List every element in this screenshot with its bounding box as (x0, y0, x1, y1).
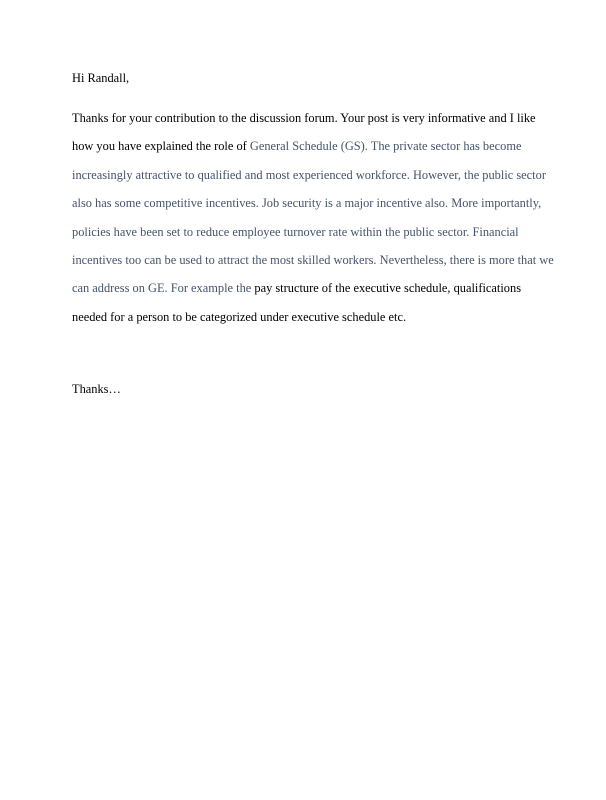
greeting: Hi Randall, (72, 71, 130, 85)
text-segment: General Schedule (GS). The private sector has become (249, 139, 522, 154)
text-segment: incentives too can be used to attract the most skilled workers. Nevertheless, there is more that we (72, 252, 554, 267)
paragraph-line (72, 136, 552, 164)
text-segment: pay structure of the executive schedule, qualifications (254, 281, 522, 296)
paragraph-line (72, 307, 552, 335)
paragraph-line (72, 222, 552, 250)
paragraph-line (72, 278, 552, 306)
closing: Thanks… (72, 382, 121, 396)
text-segment: increasingly attractive to qualified and most experienced workforce. However, the public sector (72, 167, 546, 182)
text-segment: needed for a person to be categorized under executive schedule etc. (72, 309, 407, 324)
paragraph-line (72, 108, 552, 136)
text-segment: also has some competitive incentives. Job security is a major incentive also. More importantly, (72, 196, 542, 211)
text-segment: how you have explained the role of (72, 139, 250, 154)
text-segment: Thanks for your contribution to the discussion forum. Your post is very informative and I like (72, 111, 536, 125)
body-paragraph (72, 108, 552, 335)
paragraph-line (72, 165, 552, 193)
text-segment: policies have been set to reduce employee turnover rate within the public sector. Financial (72, 224, 519, 239)
paragraph-line (72, 193, 552, 221)
text-segment: can address on GE. For example the (72, 281, 255, 296)
paragraph-line (72, 250, 552, 278)
